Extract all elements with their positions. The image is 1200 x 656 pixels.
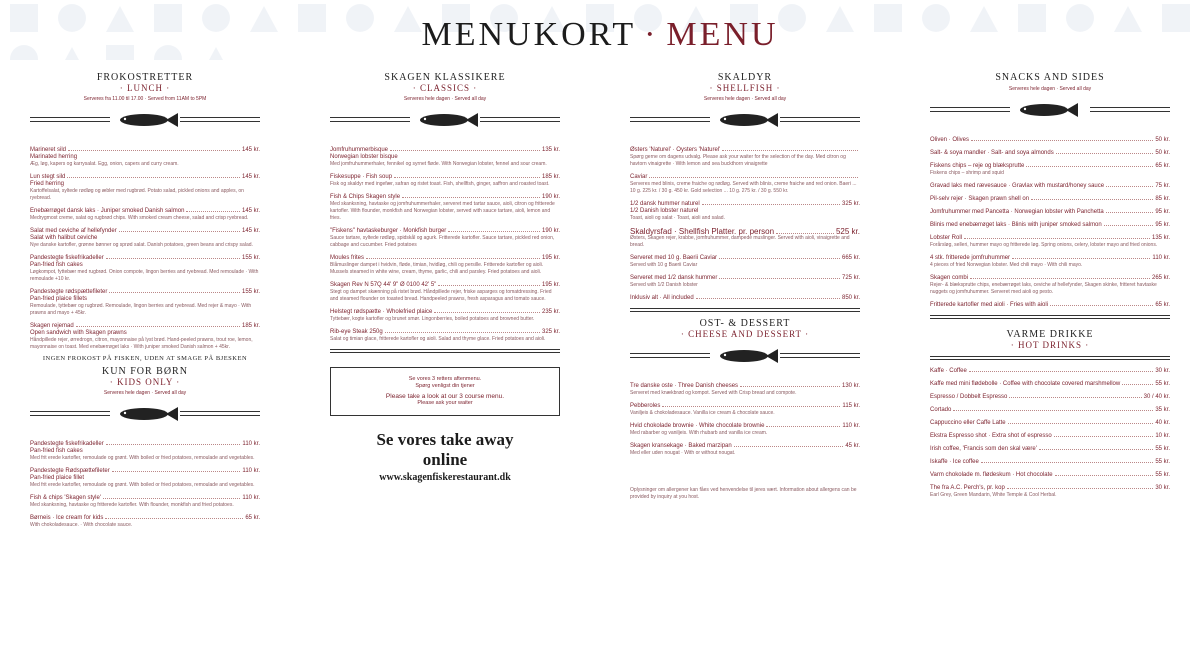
platter-price: 525 kr. (835, 227, 860, 236)
item-price: 195 kr. (541, 282, 560, 288)
divider (930, 315, 1170, 319)
item-english-name: Pan-fried plaice fillets (30, 296, 88, 302)
item-price: 110 kr. (1152, 255, 1170, 261)
item-price: 145 kr. (241, 208, 260, 214)
box-line-3: Please take a look at our 3 course menu. (385, 393, 505, 400)
item-price: 85 kr. (1155, 196, 1170, 202)
menu-item (930, 483, 1170, 499)
drinks-list (930, 366, 1170, 499)
item-name: Helstegt rødspætte · Wholefried plaice (330, 309, 433, 315)
classics-serve-note: Serveres hele dagen · Served all day (403, 96, 487, 102)
item-description: Salat og timian glace, fritterede kartofler og aioli. Salad and thyme glace. Fried potatoes and aioli. (330, 336, 546, 342)
kids-list (30, 439, 260, 529)
item-description: Remoulade, tyttebær og rugbrød. Remoulade, lingon berries and ryebread. Med rejer & mayo · With prawns and mayo + 45kr. (30, 303, 252, 316)
item-price: 35 kr. (1155, 407, 1170, 413)
item-name: Skagen rejemad (30, 323, 74, 329)
menu-item (930, 392, 1170, 401)
menu-item (930, 273, 1170, 296)
item-name: The fra A.C. Perch's, pr. kop (930, 485, 1005, 491)
item-description: Med jomfruhummerhaler, fennikel og syrnet fløde. With Norwegian lobster, fennel and sour cream. (330, 161, 547, 167)
dessert-list (630, 381, 860, 457)
item-name: Fiskesuppe · Fish soup (330, 174, 393, 180)
item-price: 55 kr. (1155, 381, 1170, 387)
aftenmenu-box (330, 367, 560, 416)
item-price: 325 kr. (841, 201, 860, 207)
item-description: Fisk og skaldyr med ingefær, safran og ristet toast. Fish, shellfish, ginger, saffron and roasted toast. (330, 181, 550, 187)
kids-serve-note: Serveres hele dagen · Served all day (103, 390, 187, 396)
menu-item (330, 172, 560, 188)
item-price: 10 kr. (1155, 433, 1170, 439)
item-name: Irish coffee, 'Francis som den skal være' (930, 446, 1037, 452)
item-name: Pandestegte fiskefrikadeller (30, 441, 104, 447)
item-name: Skagen kransekage · Baked marzipan (630, 443, 732, 449)
item-english-name: Pan-fried fish cakes (30, 262, 83, 268)
title-english: MENU (666, 16, 779, 53)
item-name: Cortado (930, 407, 952, 413)
menu-item (930, 431, 1170, 440)
dessert-subtitle: · CHEESE AND DESSERT · (680, 329, 810, 339)
item-name: Fish & Chips Skagen style (330, 194, 401, 200)
item-name: Lun stegt sild (30, 174, 66, 180)
menu-item (630, 421, 860, 437)
divider (930, 356, 1170, 360)
item-description: Serveres med blinis, creme fraiche og rødløg. Served with blinis, creme fraiche and red onion. Baeri ... 10 g. 225 kr. / 30 g. 450 kr. Gold selection ... 10 g. 275 kr. / 30 g. 550 kr. (630, 181, 857, 194)
drinks-subtitle: · HOT DRINKS · (1010, 340, 1090, 350)
item-name: Kaffe · Coffee (930, 368, 967, 374)
item-description: Rejer- & blæksprutte chips, enebærrøget laks, ceviche af hellefynder, Skagen skinke, fritteret havtaske nuggets og jomfruhummer. Serveret med aioli og pesto. (930, 282, 1157, 295)
column-lunch (30, 72, 260, 533)
fish-icon (110, 109, 180, 131)
item-price: 265 kr. (1151, 275, 1170, 281)
item-name: Fritterede kartofler med aioli · Fries with aioli (930, 302, 1049, 308)
item-name: Pebberoles (630, 403, 661, 409)
fish-icon (110, 403, 180, 425)
item-english-name: Fried herring (30, 181, 65, 187)
item-price: 185 kr. (241, 323, 260, 329)
item-name: Serveret med 10 g. Baerii Caviar (630, 255, 718, 261)
item-price: 725 kr. (841, 275, 860, 281)
item-name: Fiskens chips – reje og blæksprutte (930, 163, 1025, 169)
item-name: Pandestegte rødspættefileter (30, 289, 108, 295)
item-price: 235 kr. (541, 309, 560, 315)
menu-item (630, 253, 860, 269)
kids-subtitle: · KIDS ONLY · (109, 377, 181, 387)
item-description: Forårsløg, selleri, hummer mayo og fritterede løg. Spring onions, celery, lobster mayo and fried onions. (930, 242, 1158, 248)
item-description: Serveret med knækbrød og kompot. Served with Crisp bread and compote. (630, 390, 797, 396)
menu-item (930, 207, 1170, 216)
menu-item (930, 444, 1170, 453)
item-name: Børneis · Ice cream for kids (30, 515, 104, 521)
menu-item (630, 172, 860, 195)
item-name: Espresso / Dobbelt Espresso (930, 394, 1008, 400)
item-price: 665 kr. (841, 255, 860, 261)
fish-icon (1010, 99, 1080, 121)
item-description: Med frit erede kartofler, remoulade og grønt. With boiled or fried potatoes, remoulade and vegetables. (30, 482, 255, 488)
allergen-note: Oplysninger om allergener kan fåes ved henvendelse til jeres vært. Information about allergens can be provided by inquiry at you host. (630, 487, 857, 500)
menu-item (930, 135, 1170, 144)
menu-item (630, 273, 860, 289)
item-price: 185 kr. (541, 174, 560, 180)
item-price: 135 kr. (1151, 235, 1170, 241)
item-name: Jomfruhummer med Pancetta · Norwegian lobster with Panchetta (930, 209, 1104, 215)
item-name: Iskaffe · Ice coffee (930, 459, 979, 465)
item-price: 110 kr. (242, 495, 260, 501)
menu-item (630, 401, 860, 417)
shellfish-list (630, 145, 860, 222)
fish-divider (630, 109, 860, 135)
item-english-name: Open sandwich with Skagen prawns (30, 330, 127, 336)
menu-item (930, 457, 1170, 466)
drinks-title: VARME DRIKKE (1006, 329, 1094, 340)
lunch-note: INGEN FROKOST PÅ FISKEN, UDEN AT SMAGE PÅ BJESKEN (42, 355, 248, 362)
menu-item (30, 253, 260, 283)
menu-item (930, 418, 1170, 427)
lunch-serve-note: Serveres fra 11.00 til 17.00 · Served from 11AM to 5PM (83, 96, 207, 102)
item-price: 110 kr. (842, 423, 860, 429)
item-description: Æg, løg, kapers og karrysalat. Egg, onion, capers and curry cream. (30, 161, 179, 167)
item-description: Blåmuslinger dampet i hvidvin, fløde, timian, hvidløg, chili og persille. Fritterede kartofler og aioli. Mussels steamed in white wine, cream, thyme, garlic, chili and parsley. Fried potatoes and aioli. (330, 262, 544, 275)
menu-item (930, 405, 1170, 414)
item-name: Gravad laks med rævesauce · Gravlax with mustard/honey sauce (930, 183, 1105, 189)
item-name: Caviar (630, 174, 648, 180)
item-english-name: Norwegian lobster bisque (330, 154, 398, 160)
platter-name: Skaldyrsfad · Shellfish Platter. pr. person (630, 227, 775, 236)
classics-title: SKAGEN KLASSIKERE (384, 72, 506, 83)
menu-item (30, 439, 260, 462)
item-name: Enebærrøget dansk laks · Juniper smoked Danish salmon (30, 208, 185, 214)
item-name: Salt- & soya mandler · Salt- and soya almonds (930, 150, 1054, 156)
item-description: Earl Grey, Green Mandarin, White Temple & Cool Herbal. (930, 492, 1057, 498)
menu-item (630, 441, 860, 457)
item-english-name: 1/2 Danish lobster naturel (630, 208, 699, 214)
item-english-name: Salat with halibut ceviche (30, 235, 98, 241)
dessert-title: OST- & DESSERT (699, 318, 791, 329)
menu-item (30, 172, 260, 202)
menu-item (30, 287, 260, 317)
fish-divider (30, 109, 260, 135)
item-price: 55 kr. (1155, 446, 1170, 452)
item-name: Ekstra Espresso shot · Extra shot of espresso (930, 433, 1052, 439)
shellfish-title: SKALDYR (717, 72, 773, 83)
item-name: 1/2 dansk hummer naturel (630, 201, 700, 207)
lunch-title: FROKOSTRETTER (96, 72, 194, 83)
item-description: Tyttebær, kogte kartofler og brunet smør. Lingonberries, boiled potatoes and browned butter. (330, 316, 535, 322)
item-name: Serveret med 1/2 dansk hummer (630, 275, 718, 281)
item-description: Toast, aioli og salat · Toast, aioli and salad. (630, 215, 725, 221)
menu-item (930, 181, 1170, 190)
item-name: Skagen Rev N 57Q 44' 9" Ø 0100 42' 5" (330, 282, 437, 288)
box-line-1: Se vores 3 retters aftenmenu. (408, 376, 482, 382)
menu-item (330, 280, 560, 303)
lunch-subtitle: · LUNCH · (119, 83, 171, 93)
item-description: Med eller uden nougat · With or without nougat. (630, 450, 736, 456)
item-price: 850 kr. (841, 295, 860, 301)
item-description: Med frit erede kartofler, remoulade og grønt. With boiled or fried potatoes, remoulade and vegetables. (30, 455, 255, 461)
takeaway-url[interactable]: www.skagenfiskerestaurant.dk (379, 472, 511, 483)
page-title (0, 16, 1200, 54)
column-shellfish (630, 72, 860, 501)
menu-item (930, 379, 1170, 388)
menu-item (930, 366, 1170, 375)
item-price: 75 kr. (1155, 183, 1170, 189)
item-description: Medrygmost creme, salat og rugbrød chips. With smoked cream cheese, salad and crisp ryebread. (30, 215, 249, 221)
divider (630, 308, 860, 312)
item-name: Inklusiv alt · All included (630, 295, 694, 301)
item-name: Pandestegte fiskefrikadeller (30, 255, 104, 261)
menu-item (330, 307, 560, 323)
takeaway-heading (330, 430, 560, 470)
box-line-4: Please ask your waiter (417, 400, 473, 406)
item-name: 4 stk. fritterede jomfruhummer (930, 255, 1011, 261)
menu-item (930, 161, 1170, 177)
menu-item (930, 253, 1170, 269)
item-name: Lobster Roll (930, 235, 963, 241)
snacks-serve-note: Serveres hele dagen · Served all day (1008, 86, 1092, 92)
snacks-list (930, 135, 1170, 309)
item-price: 65 kr. (1155, 163, 1170, 169)
kids-title: KUN FOR BØRN (102, 366, 188, 377)
item-price: 325 kr. (541, 329, 560, 335)
item-price: 30 / 40 kr. (1143, 394, 1170, 400)
item-description: Sauce tartare, syltede rødløg, spidskål og agurk. Fritterede kartofler. Sauce tartare, pickled red onion, cabbage and cucumber. Fried potatoes (330, 235, 555, 248)
item-description: Kartoffelsalat, syltede rødløg og æbler med rugbrød. Potato salad, pickled onions and apples, on ryebread. (30, 188, 244, 201)
item-name: Moules frites (330, 255, 365, 261)
fish-icon (710, 109, 780, 131)
menu-item (930, 470, 1170, 479)
item-description: Med skanksning, havtaske og fritterede kartofler. With flounder, monkfish and fried potatoes. (30, 502, 234, 508)
item-name: Varm chokolade m. flødeskum · Hot chocolate (930, 472, 1053, 478)
fish-divider (330, 109, 560, 135)
box-line-2: Spørg venligst din tjener (415, 383, 475, 389)
menu-item (330, 327, 560, 343)
item-english-name: Pan-fried plaice fillet (30, 475, 85, 481)
item-name: Rib-eye Steak 250g (330, 329, 383, 335)
item-description: Served with 1/2 Danish lobster (630, 282, 698, 288)
item-price: 145 kr. (241, 174, 260, 180)
item-name: Salat med ceviche af hellefynder (30, 228, 117, 234)
item-description: Vaniljeis & chokoladesauce. Vanilla ice cream & chocolate sauce. (630, 410, 775, 416)
menu-item (930, 194, 1170, 203)
item-price: 115 kr. (842, 403, 860, 409)
fish-divider (930, 99, 1170, 125)
lunch-list (30, 145, 260, 351)
item-description: Stegt og dampet skænning på ristet brød. Håndpillede rejer, friske asparges og tomatdressing. Fried and steamed flounder on toasted bread. Handpeeled prawns, fresh asparagus and tomato sauce. (330, 289, 552, 302)
item-description: Med skanksning, havtaske og jomfruhummerhaler, serveret med tartar sauce, aioli, citron og fritterede kartofler. With flounder, monkfish and Norwegian lobster, served with sauce tartare, aioli, lemon and fries. (330, 201, 555, 221)
item-price: 195 kr. (541, 255, 560, 261)
item-name: Hvid chokolade brownie · White chocolate brownie (630, 423, 765, 429)
item-name: Marineret sild (30, 147, 67, 153)
shellfish-serve-note: Serveres hele dagen · Served all day (703, 96, 787, 102)
classics-subtitle: · CLASSICS · (412, 83, 478, 93)
item-name: Pil-selv rejer · Skagen prawn shell on (930, 196, 1030, 202)
menu-item (30, 321, 260, 351)
menu-item (30, 206, 260, 222)
menu-item (930, 300, 1170, 309)
item-price: 155 kr. (241, 289, 260, 295)
item-price: 55 kr. (1155, 459, 1170, 465)
column-classics (330, 72, 560, 481)
item-price: 135 kr. (541, 147, 560, 153)
item-description: Spørg gerne om dagens udvalg. Please ask your waiter for the selection of the day. Med citron og havtorn vinaigrette · With lemon and sea buckthorn vinaigrette (630, 154, 846, 167)
item-price: 145 kr. (241, 147, 260, 153)
item-english-name: Pan-fried fish cakes (30, 448, 83, 454)
item-price: 95 kr. (1155, 209, 1170, 215)
menu-item (330, 226, 560, 249)
item-english-name: Marinated herring (30, 154, 78, 160)
item-description: Fiskens chips – shrimp and squid (930, 170, 1004, 176)
menu-item (330, 145, 560, 168)
menu-item (30, 513, 260, 529)
menu-item (630, 199, 860, 222)
item-name: Jomfruhummerbisque (330, 147, 389, 153)
item-name: Tre danske oste · Three Danish cheeses (630, 383, 739, 389)
platter-desc: Østers, Skagen rejer, krabbe, jomfruhummer, dampede muslinger. Served with aioli, vinaigrette and bread. (630, 235, 850, 248)
item-price: 50 kr. (1155, 137, 1170, 143)
item-description: 4 pieces of fried Norwegian lobster. Med chili mayo · With chili mayo. (930, 262, 1083, 268)
platter-options (630, 253, 860, 302)
fish-divider (30, 403, 260, 429)
menu-item (330, 192, 560, 222)
takeaway-line-2: online (422, 450, 468, 469)
menu-item (30, 145, 260, 168)
menu-item (630, 381, 860, 397)
item-name: Kaffe med mini flødebolle · Coffee with chocolate covered marshmellow (930, 381, 1121, 387)
item-price: 55 kr. (1155, 472, 1170, 478)
menu-item (30, 226, 260, 249)
item-price: 110 kr. (242, 468, 260, 474)
item-name: Blinis med enebærrøget laks · Blinis with juniper smoked salmon (930, 222, 1102, 228)
snacks-title: SNACKS AND SIDES (995, 72, 1105, 83)
item-price: 95 kr. (1155, 222, 1170, 228)
item-price: 45 kr. (845, 443, 860, 449)
menu-item (630, 293, 860, 302)
item-price: 130 kr. (841, 383, 860, 389)
title-danish: MENUKORT (421, 16, 637, 53)
menu-item (930, 220, 1170, 229)
item-name: "Fiskens" havtaskeburger · Monkfish burger (330, 228, 447, 234)
fish-icon (710, 345, 780, 367)
platter-item (630, 228, 860, 249)
item-price: 65 kr. (1155, 302, 1170, 308)
item-description: With chokoladesauce. · With chocolate sauce. (30, 522, 133, 528)
item-price: 65 kr. (245, 515, 260, 521)
item-price: 30 kr. (1155, 368, 1170, 374)
item-price: 190 kr. (541, 228, 560, 234)
item-price: 50 kr. (1155, 150, 1170, 156)
shellfish-subtitle: · SHELLFISH · (709, 83, 781, 93)
menu-item (30, 493, 260, 509)
item-price: 155 kr. (241, 255, 260, 261)
item-name: Skagen combi (930, 275, 969, 281)
item-price: 110 kr. (242, 441, 260, 447)
takeaway-line-1: Se vores take away (376, 430, 514, 449)
item-name: Cappuccino eller Caffe Latte (930, 420, 1006, 426)
item-name: Østers 'Naturel' · Oysters 'Naturel' (630, 147, 721, 153)
item-description: Løgkompot, fyttebær med rugbrød. Onion compote, lingon berries and ryebread. Med remoulade · With remoulade +10 kr. (30, 269, 259, 282)
item-price: 30 kr. (1155, 485, 1170, 491)
menu-item (930, 148, 1170, 157)
item-name: Fish & chips 'Skagen style' (30, 495, 101, 501)
menu-item (330, 253, 560, 276)
column-snacks (930, 72, 1170, 503)
item-description: Håndpillede rejer, ørredrogn, citron, mayonnaise på lyst brød. Hand-peeled prawns, trout roe, lemon, mayonnaise on toast. Med enebærrøget laks · With juniper smoked Danish salmon + 45kr. (30, 337, 253, 350)
item-name: Oliven · Olives (930, 137, 970, 143)
item-price: 145 kr. (241, 228, 260, 234)
divider (330, 349, 560, 353)
menu-item (30, 466, 260, 489)
item-price: 190 kr. (541, 194, 560, 200)
item-description: Med rabarber og vaniljeis. With rhubarb and vanilla ice cream. (630, 430, 768, 436)
fish-divider (630, 345, 860, 371)
menu-item (630, 145, 860, 168)
title-separator: · (644, 16, 659, 53)
item-description: Nye danske kartofler, grønne bønner og sprød salat. Danish potatoes, green beans and crispy salad. (30, 242, 253, 248)
fish-icon (410, 109, 480, 131)
classics-list (330, 145, 560, 343)
item-price: 40 kr. (1155, 420, 1170, 426)
item-name: Pandestegte Rødspættefileter (30, 468, 110, 474)
item-description: Served with 10 g Baerii Caviar (630, 262, 698, 268)
menu-item (930, 233, 1170, 249)
